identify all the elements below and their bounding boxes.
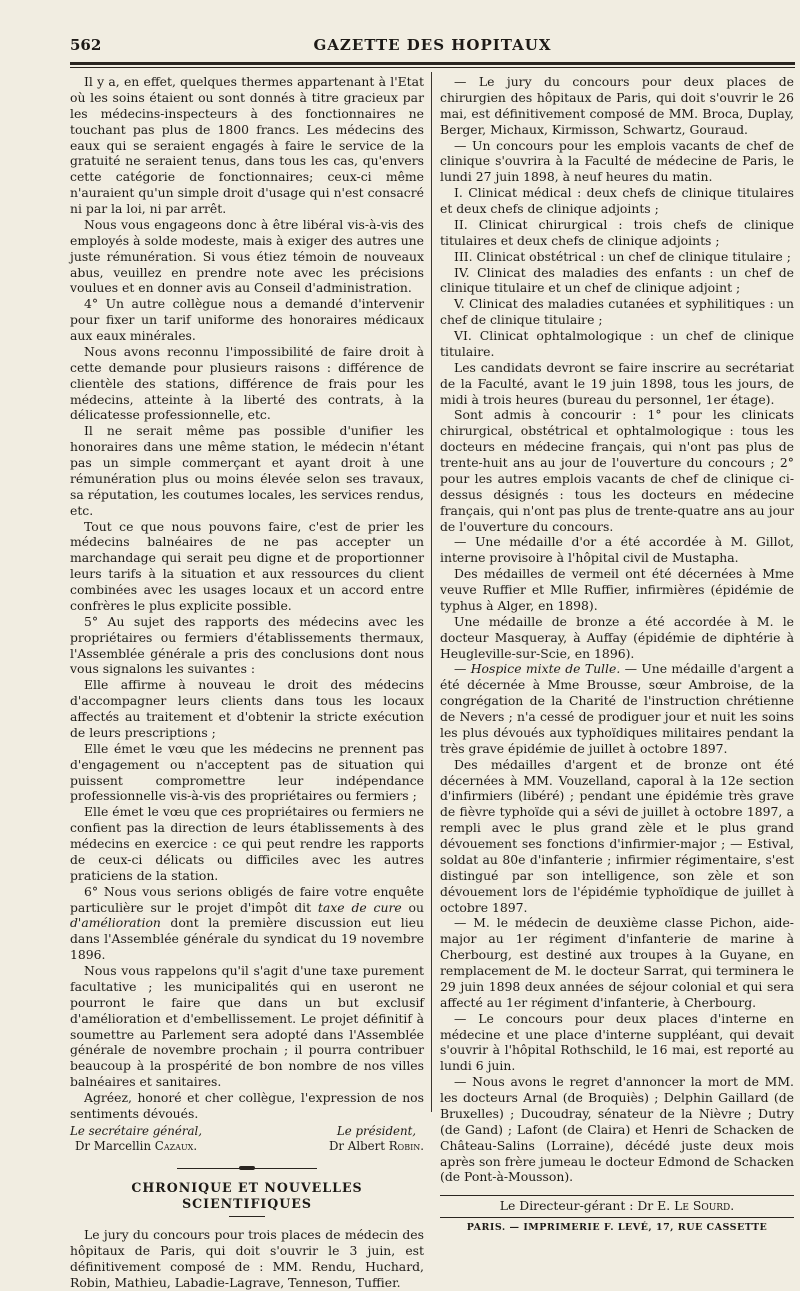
journal-title: GAZETTE DES HOPITAUX xyxy=(313,36,552,54)
page-number: 562 xyxy=(70,36,102,54)
italic-term: Hospice mixte de Tulle. xyxy=(470,661,621,677)
paragraph: Nous vous rappelons qu'il s'agit d'une taxe purement facultative ; les municipalités qui en useront ne pourront le faire que dans un but exclusif d'amélioration et d'embellissement. Le projet définitif à soumettre au Parlement sera adopté dans l'Assemblée générale de novembre prochain ; il pourra contribuer beaucoup à la prospérité de bon nombre de nos villes balnéaires et sanitaires. xyxy=(70,963,424,1090)
paragraph: Elle émet le vœu que ces propriétaires ou fermiers ne confient pas la direction de leurs établissements à des médecins en exercice : ce qui peut rendre les rapports de ceux-ci délicats ou difficiles avec les autres praticiens de la station. xyxy=(70,804,424,883)
text-run: ou xyxy=(401,899,424,915)
text-run: 6° Nous vous serions obligés de faire votre enquête particulière sur le projet d'impôt dit xyxy=(70,883,424,915)
secretary-prefix: Dr Marcellin xyxy=(74,1138,155,1153)
printer-imprint: PARIS. — IMPRIMERIE F. LEVÉ, 17, RUE CASSETTE xyxy=(466,1222,768,1234)
paragraph: Tout ce que nous pouvons faire, c'est de prier les médecins balnéaires de ne pas accepter un marchandage qui serait peu digne et de proportionner leurs tarifs à la situation et aux ressources du client combinées avec les usages locaux et un accord entre confrères le plus explicite possible. xyxy=(70,518,424,613)
text-run: dont la première discussion eut lieu dans l'Assemblée générale du syndicat du 19 novembre 1896. xyxy=(70,915,424,963)
text-run: — Une médaille d'argent a été décernée à Mme Brousse, sœur Ambroise, de la congrégation de la Charité de l'instruction chrétienne de Nevers ; n'a cessé de prodiguer jour et nuit les soins les plus dévoués aux typhoïdiques militaires pendant la très grave épidémie de juillet à octobre 1897. xyxy=(440,661,794,756)
paragraph: V. Clinicat des maladies cutanées et syphilitiques : un chef de clinique titulaire ; xyxy=(440,296,794,328)
president-role: Le président, xyxy=(336,1123,417,1138)
paragraph: Sont admis à concourir : 1° pour les clinicats chirurgical, obstétrical et ophtalmologique : tous les docteurs en médecine français, qui n'ont pas plus de trente-huit ans au jour de l'ouverture du concours ; 2° pour les autres emplois vacants de chef de clinique ci-dessus désignés : tous les docteurs en médecine français, qui n'ont pas plus de trente-quatre ans au jour de l'ouverture du concours. xyxy=(440,407,794,534)
small-rule xyxy=(229,1216,265,1217)
director-name: Le Sourd. xyxy=(674,1198,735,1214)
paragraph: IV. Clinicat des maladies des enfants : un chef de clinique titulaire et un chef de clinique adjoint ; xyxy=(440,264,794,296)
paragraph: III. Clinicat obstétrical : un chef de clinique titulaire ; xyxy=(454,248,791,264)
paragraph: Il ne serait même pas possible d'unifier les honoraires dans une même station, le médecin n'étant pas un simple commerçant et ayant droit à une rémunération plus ou moins élevée selon ses travaux, sa réputation, les coutumes locales, les services rendus, etc. xyxy=(70,423,424,518)
left-column xyxy=(70,74,424,1291)
paragraph: II. Clinicat chirurgical : trois chefs de clinique titulaires et deux chefs de clinique adjoints ; xyxy=(440,216,794,248)
paragraph: — Nous avons le regret d'annoncer la mort de MM. les docteurs Arnal (de Broquiès) ; Delphin Gaillard (de Bruxelles) ; Ducoudray, sénateur de la Nièvre ; Dutry (de Gand) ; Lafont (de Claira) et Henri de Schacken de Château-Salins (Lorraine), décédé juste deux mois après son frère jumeau le docteur Edmond de Schacken (de Pont-à-Mousson). xyxy=(440,1074,794,1185)
paragraph: Nous vous engageons donc à être libéral vis-à-vis des employés à solde modeste, mais à exiger des autres une juste rémunération. Si vous étiez témoin de nouveaux abus, veuillez en prendre note avec les précisions voulues et en donner avis au Conseil d'administration. xyxy=(70,216,424,296)
paragraph: — Une médaille d'or a été accordée à M. Gillot, interne provisoire à l'hôpital civil de Mustapha. xyxy=(440,534,794,566)
ornamental-rule xyxy=(177,1166,317,1172)
paragraph: Le jury du concours pour trois places de médecin des hôpitaux de Paris, qui doit s'ouvrir le 3 juin, est définitivement composé de : MM. Rendu, Huchard, Robin, Mathieu, Labadie-Lagrave, Tenneson, Tuffier. xyxy=(70,1227,424,1290)
secretary-name: Cazaux. xyxy=(154,1138,198,1153)
paragraph: I. Clinicat médical : deux chefs de clinique titulaires et deux chefs de clinique adjoints ; xyxy=(440,185,794,216)
header-rule-thin xyxy=(70,67,795,68)
paragraph: Une médaille de bronze a été accordée à M. le docteur Masqueray, à Auffay (épidémie de diphtérie à Heugleville-sur-Scie, en 1896). xyxy=(440,613,794,661)
italic-term: taxe de cure xyxy=(317,899,402,915)
italic-term: d'amélioration xyxy=(70,915,161,931)
paragraph: Agréez, honoré et cher collègue, l'expression de nos sentiments dévoués. xyxy=(70,1090,424,1121)
header-rule xyxy=(70,62,795,65)
signature-block xyxy=(70,1124,424,1154)
director-line xyxy=(440,1198,794,1214)
paragraph-taxe-de-cure xyxy=(70,884,424,963)
paragraph: — Le concours pour deux places d'interne en médecine et une place d'interne suppléant, qui devait s'ouvrir à l'hôpital Rothschild, le 16 mai, est reporté au lundi 6 juin. xyxy=(440,1010,794,1074)
paragraph: Elle émet le vœu que les médecins ne prennent pas d'engagement ou n'acceptent pas de situation qui puissent compromettre leur indépendance professionnelle vis-à-vis des propriétaires ou fermiers ; xyxy=(70,740,424,804)
signature-president xyxy=(329,1124,424,1154)
column-divider xyxy=(431,72,432,1112)
paragraph: Nous avons reconnu l'impossibilité de faire droit à cette demande pour plusieurs raisons : différence de clientèle des stations, différence de frais pour les médecins, atteinte à la liberté des contrats, à la délicatesse professionnelle, etc. xyxy=(70,343,424,423)
text-run: — xyxy=(454,661,471,677)
paragraph: Les candidats devront se faire inscrire au secrétariat de la Faculté, avant le 19 juin 1898, tous les jours, de midi à trois heures (bureau du personnel, 1er étage). xyxy=(440,359,794,407)
director-prefix: Le Directeur-gérant : Dr E. xyxy=(499,1198,675,1214)
paragraph: 4° Un autre collègue nous a demandé d'intervenir pour fixer un tarif uniforme des honoraires médicaux aux eaux minérales. xyxy=(70,296,424,343)
paragraph: Des médailles d'argent et de bronze ont été décernées à MM. Vouzelland, caporal à la 12e section d'infirmiers (libéré) ; pendant une épidémie très grave de fièvre typhoïde qui a sévi de juillet à octobre 1897, a rempli avec le plus grand zèle et le plus grand dévouement ses fonctions d'infirmier-major ; — Estival, soldat au 80e d'infanterie ; infirmier régimentaire, s'est distingué par son intelligence, son zèle et son dévouement lors de l'épidémie typhoïdique de juillet à octobre 1897. xyxy=(440,756,794,915)
paragraph: VI. Clinicat ophtalmologique : un chef de clinique titulaire. xyxy=(440,328,794,359)
president-name: Robin. xyxy=(388,1138,424,1153)
paragraph: — Un concours pour les emplois vacants de chef de clinique s'ouvrira à la Faculté de médecine de Paris, le lundi 27 juin 1898, à neuf heures du matin. xyxy=(440,137,794,185)
paragraph: Des médailles de vermeil ont été décernées à Mme veuve Ruffier et Mlle Ruffier, infirmières (épidémie de typhus à Alger, en 1898). xyxy=(440,566,794,613)
footer-rule xyxy=(440,1195,794,1196)
paragraph-hospice-tulle xyxy=(440,661,794,756)
paragraph: 5° Au sujet des rapports des médecins avec les propriétaires ou fermiers d'établissements thermaux, l'Assemblée générale a pris des conclusions dont nous vous signalons les suivantes : xyxy=(70,613,424,677)
secretary-role: Le secrétaire général, xyxy=(70,1123,203,1138)
paragraph: Il y a, en effet, quelques thermes appartenant à l'Etat où les soins étaient ou sont donnés à titre gracieux par les médecins-inspecteurs à des fonctionnaires ne touchant pas plus de 1800 francs. Les médecins des eaux qui se seraient engagés à faire le service de la gratuité ne seraient tenus, dans tous les cas, qu'envers cette catégorie de fonctionnaires; ceux-ci même n'auraient qu'un simple droit d'usage qui n'est consacré ni par la loi, ni par arrêt. xyxy=(70,74,424,216)
paragraph: — M. le médecin de deuxième classe Pichon, aide-major au 1er régiment d'infanterie de marine à Cherbourg, est destiné aux troupes à la Guyane, en remplacement de M. le docteur Sarrat, qui terminera le 29 juin 1898 deux années de séjour colonial et qui sera affecté au 1er régiment d'infanterie, à Cherbourg. xyxy=(440,915,794,1010)
section-title: CHRONIQUE ET NOUVELLES SCIENTIFIQUES xyxy=(131,1179,363,1212)
signature-secretary xyxy=(70,1124,202,1154)
paragraph: Elle affirme à nouveau le droit des médecins d'accompagner leurs clients dans tous les locaux affectés au traitement et d'obtenir la stricte exécution de leurs prescriptions ; xyxy=(70,677,424,740)
footer-rule-thin xyxy=(440,1217,794,1218)
president-prefix: Dr Albert xyxy=(328,1138,389,1153)
page-header xyxy=(70,36,795,58)
paragraph: — Le jury du concours pour deux places de chirurgien des hôpitaux de Paris, qui doit s'ouvrir le 26 mai, est définitivement composé de MM. Broca, Duplay, Berger, Michaux, Kirmisson, Schwartz, Gouraud. xyxy=(440,74,794,137)
right-column xyxy=(440,74,794,1234)
